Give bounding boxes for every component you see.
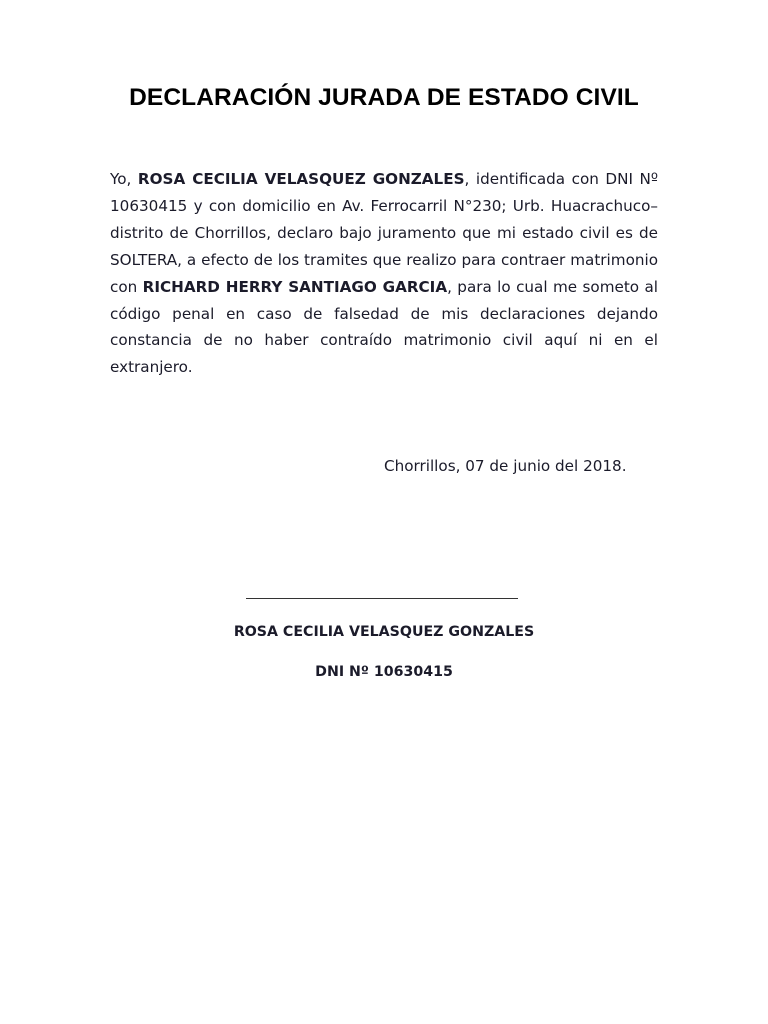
declaration-text-part-2: , para lo cual me someto al código penal en caso de falsedad de mis declaraciones dejando constancia de no haber contraído matrimonio civil aquí ni en el extranjero.: [110, 277, 658, 377]
signature-dni: DNI Nº 10630415: [315, 664, 453, 680]
declarant-name: ROSA CECILIA VELASQUEZ GONZALES: [137, 170, 465, 188]
partner-name: RICHARD HERRY SANTIAGO GARCIA: [142, 277, 448, 296]
signature-line: [246, 598, 518, 599]
declaration-paragraph: [110, 166, 658, 381]
intro-text: Yo,: [110, 170, 138, 188]
declaration-text-part-1: , identificada con DNI Nº 10630415 y con domicilio en Av. Ferrocarril N°230; Urb. Huacrachuco– distrito de Chorrillos, declaro bajo juramento que mi estado civil es de SOLTERA, a efecto de los tramites que realizo para contraer matrimonio con: [110, 170, 658, 296]
page-title: DECLARACIÓN JURADA DE ESTADO CIVIL: [129, 84, 639, 111]
place-date: Chorrillos, 07 de junio del 2018.: [384, 457, 627, 475]
signature-name: ROSA CECILIA VELASQUEZ GONZALES: [233, 624, 535, 640]
